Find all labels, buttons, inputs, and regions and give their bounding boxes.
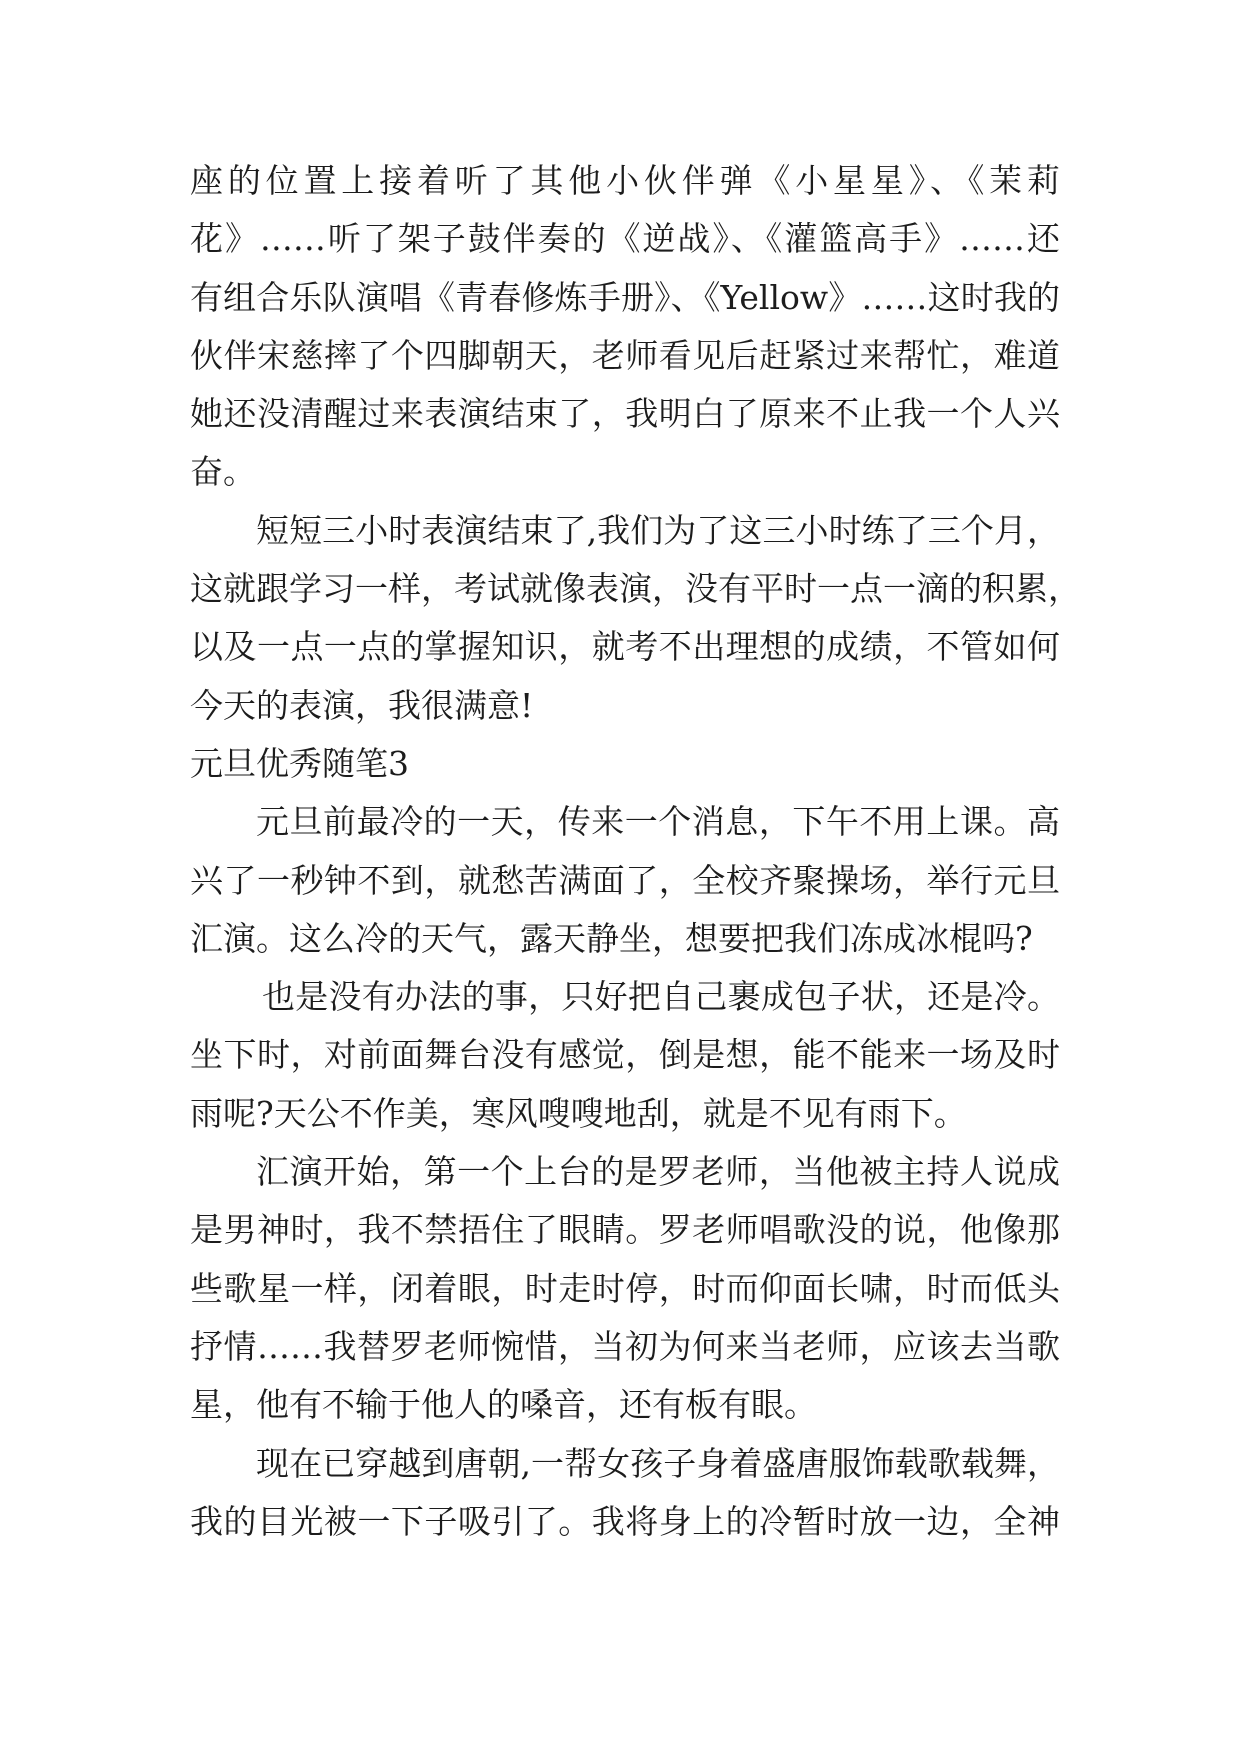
text-line: 现在已穿越到唐朝,一帮女孩子身着盛唐服饰载歌载舞， — [256, 1443, 1060, 1483]
text-line: 抒情……我替罗老师惋惜，当初为何来当老师，应该去当歌 — [190, 1326, 1060, 1366]
section-heading: 元旦优秀随笔3 — [190, 743, 409, 783]
paragraph — [190, 502, 1081, 735]
paragraph — [190, 968, 1060, 1143]
text-line: 星，他有不输于他人的嗓音，还有板有眼。 — [190, 1385, 817, 1425]
text-line: 是男神时，我不禁捂住了眼睛。罗老师唱歌没的说，他像那 — [190, 1210, 1060, 1250]
text-line: 雨呢?天公不作美，寒风嗖嗖地刮，就是不见有雨下。 — [190, 1093, 967, 1133]
text-line: 伙伴宋慈摔了个四脚朝天，老师看见后赶紧过来帮忙，难道 — [190, 335, 1060, 375]
paragraph — [190, 152, 1060, 502]
text-line: 我的目光被一下子吸引了。我将身上的冷暂时放一边，全神 — [190, 1501, 1060, 1541]
paragraph — [190, 1143, 1060, 1434]
paragraph — [190, 793, 1060, 968]
text-line: 她还没清醒过来表演结束了，我明白了原来不止我一个人兴 — [190, 394, 1060, 434]
text-line: 这就跟学习一样，考试就像表演，没有平时一点一滴的积累， — [190, 569, 1081, 609]
text-line: 兴了一秒钟不到，就愁苦满面了，全校齐聚操场，举行元旦 — [190, 860, 1060, 900]
text-line: 元旦前最冷的一天，传来一个消息，下午不用上课。高 — [256, 802, 1060, 842]
text-line: 坐下时，对前面舞台没有感觉，倒是想，能不能来一场及时 — [190, 1035, 1060, 1075]
text-line: 今天的表演，我很满意! — [190, 685, 534, 725]
text-line: 花》……听了架子鼓伴奏的《逆战》、《灌篮高手》……还 — [190, 219, 1060, 259]
text-line: 也是没有办法的事，只好把自己裹成包子状，还是冷。 — [262, 977, 1060, 1017]
text-line: 有组合乐队演唱《青春修炼手册》、《Yellow》……这时我的 — [190, 277, 1060, 317]
text-line: 座的位置上接着听了其他小伙伴弹《小星星》、《茉莉 — [190, 161, 1060, 200]
text-line: 以及一点一点的掌握知识，就考不出理想的成绩，不管如何 — [190, 627, 1060, 667]
text-line: 汇演。这么冷的天气，露天静坐，想要把我们冻成冰棍吗? — [190, 918, 1033, 958]
document-body — [190, 152, 1081, 1551]
text-line: 汇演开始，第一个上台的是罗老师，当他被主持人说成 — [256, 1152, 1060, 1192]
text-line: 短短三小时表演结束了,我们为了这三小时练了三个月， — [256, 510, 1060, 550]
text-line: 奋。 — [190, 452, 256, 492]
text-line: 些歌星一样，闭着眼，时走时停，时而仰面长啸，时而低头 — [190, 1268, 1060, 1308]
paragraph — [190, 1435, 1060, 1552]
